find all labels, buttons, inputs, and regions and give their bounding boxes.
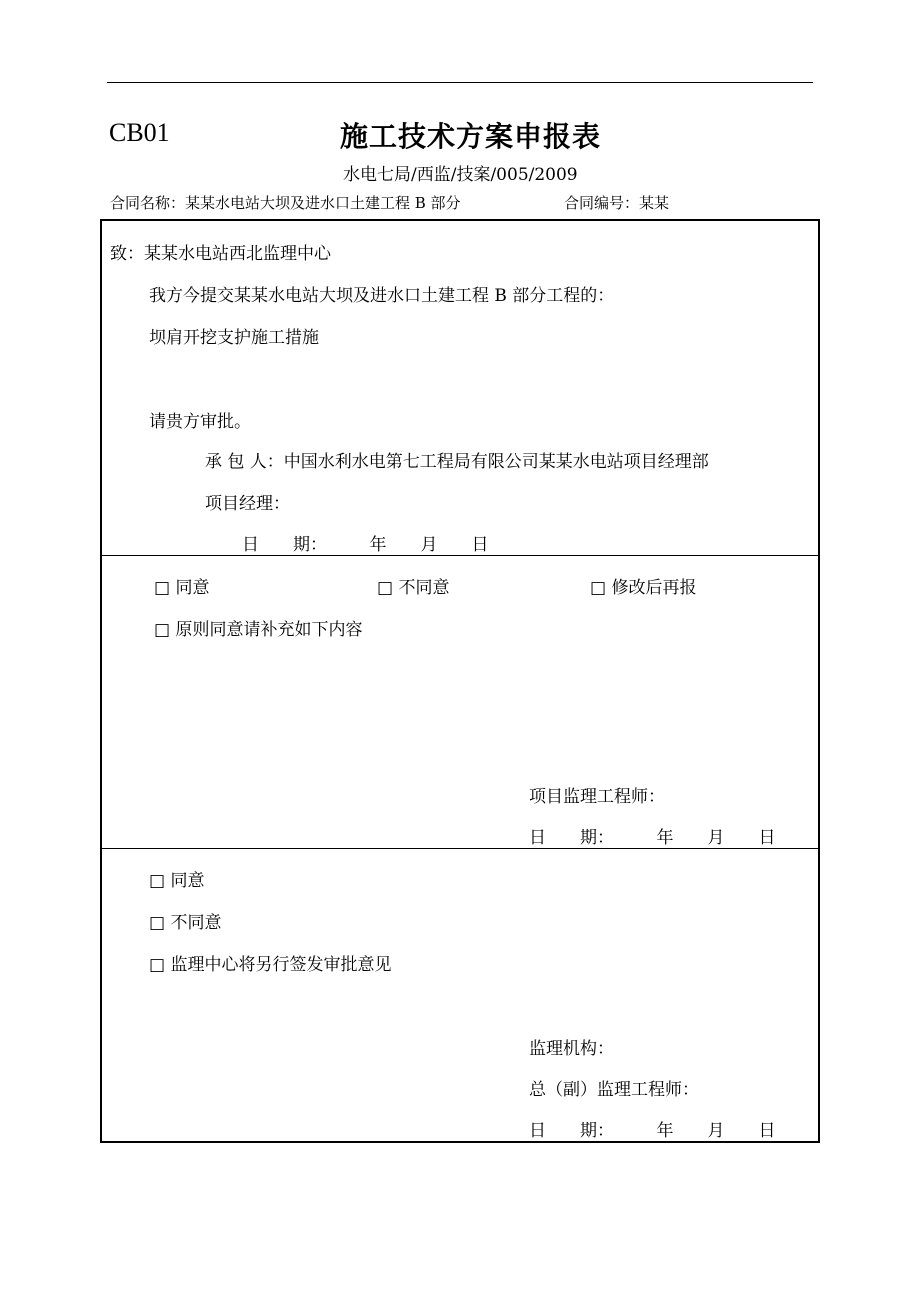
approval-request: 请贵方审批。 xyxy=(149,412,251,432)
checkbox-disagree[interactable]: □ 不同意 xyxy=(149,913,222,933)
page-title: 施工技术方案申报表 xyxy=(340,120,602,153)
submission-intro: 我方今提交某某水电站大坝及进水口土建工程 B 部分工程的： xyxy=(149,286,615,306)
contractor-field: 承 包 人：中国水利水电第七工程局有限公司某某水电站项目经理部 xyxy=(205,452,709,472)
section1-date-field: 日 期： 年 月 日 xyxy=(242,535,489,555)
form-table xyxy=(100,219,820,1143)
checkbox-agree[interactable]: □ 同意 xyxy=(149,871,205,891)
document-number: 水电七局/西监/技案/005/2009 xyxy=(343,165,578,185)
supervision-org-field: 监理机构： xyxy=(529,1039,614,1059)
checkbox-separate-opinion[interactable]: □ 监理中心将另行签发审批意见 xyxy=(149,955,392,975)
section-divider xyxy=(102,848,818,849)
top-rule xyxy=(107,82,813,83)
form-code: CB01 xyxy=(109,118,170,147)
addressee: 致：某某水电站西北监理中心 xyxy=(110,244,331,264)
submission-item: 坝肩开挖支护施工措施 xyxy=(149,328,319,348)
project-manager-field: 项目经理： xyxy=(205,494,290,514)
checkbox-agree[interactable]: □ 同意 xyxy=(154,578,210,598)
contract-number: 合同编号：某某 xyxy=(564,194,670,212)
section3-date-field: 日 期： 年 月 日 xyxy=(529,1121,776,1141)
chief-engineer-field: 总（副）监理工程师： xyxy=(529,1080,699,1100)
contract-name: 合同名称：某某水电站大坝及进水口土建工程 B 部分 xyxy=(110,194,461,212)
project-engineer-field: 项目监理工程师： xyxy=(529,787,665,807)
checkbox-resubmit[interactable]: □ 修改后再报 xyxy=(590,578,697,598)
section2-date-field: 日 期： 年 月 日 xyxy=(529,828,776,848)
section-divider xyxy=(102,555,818,556)
checkbox-disagree[interactable]: □ 不同意 xyxy=(377,578,450,598)
checkbox-principle-agree[interactable]: □ 原则同意请补充如下内容 xyxy=(154,620,363,640)
